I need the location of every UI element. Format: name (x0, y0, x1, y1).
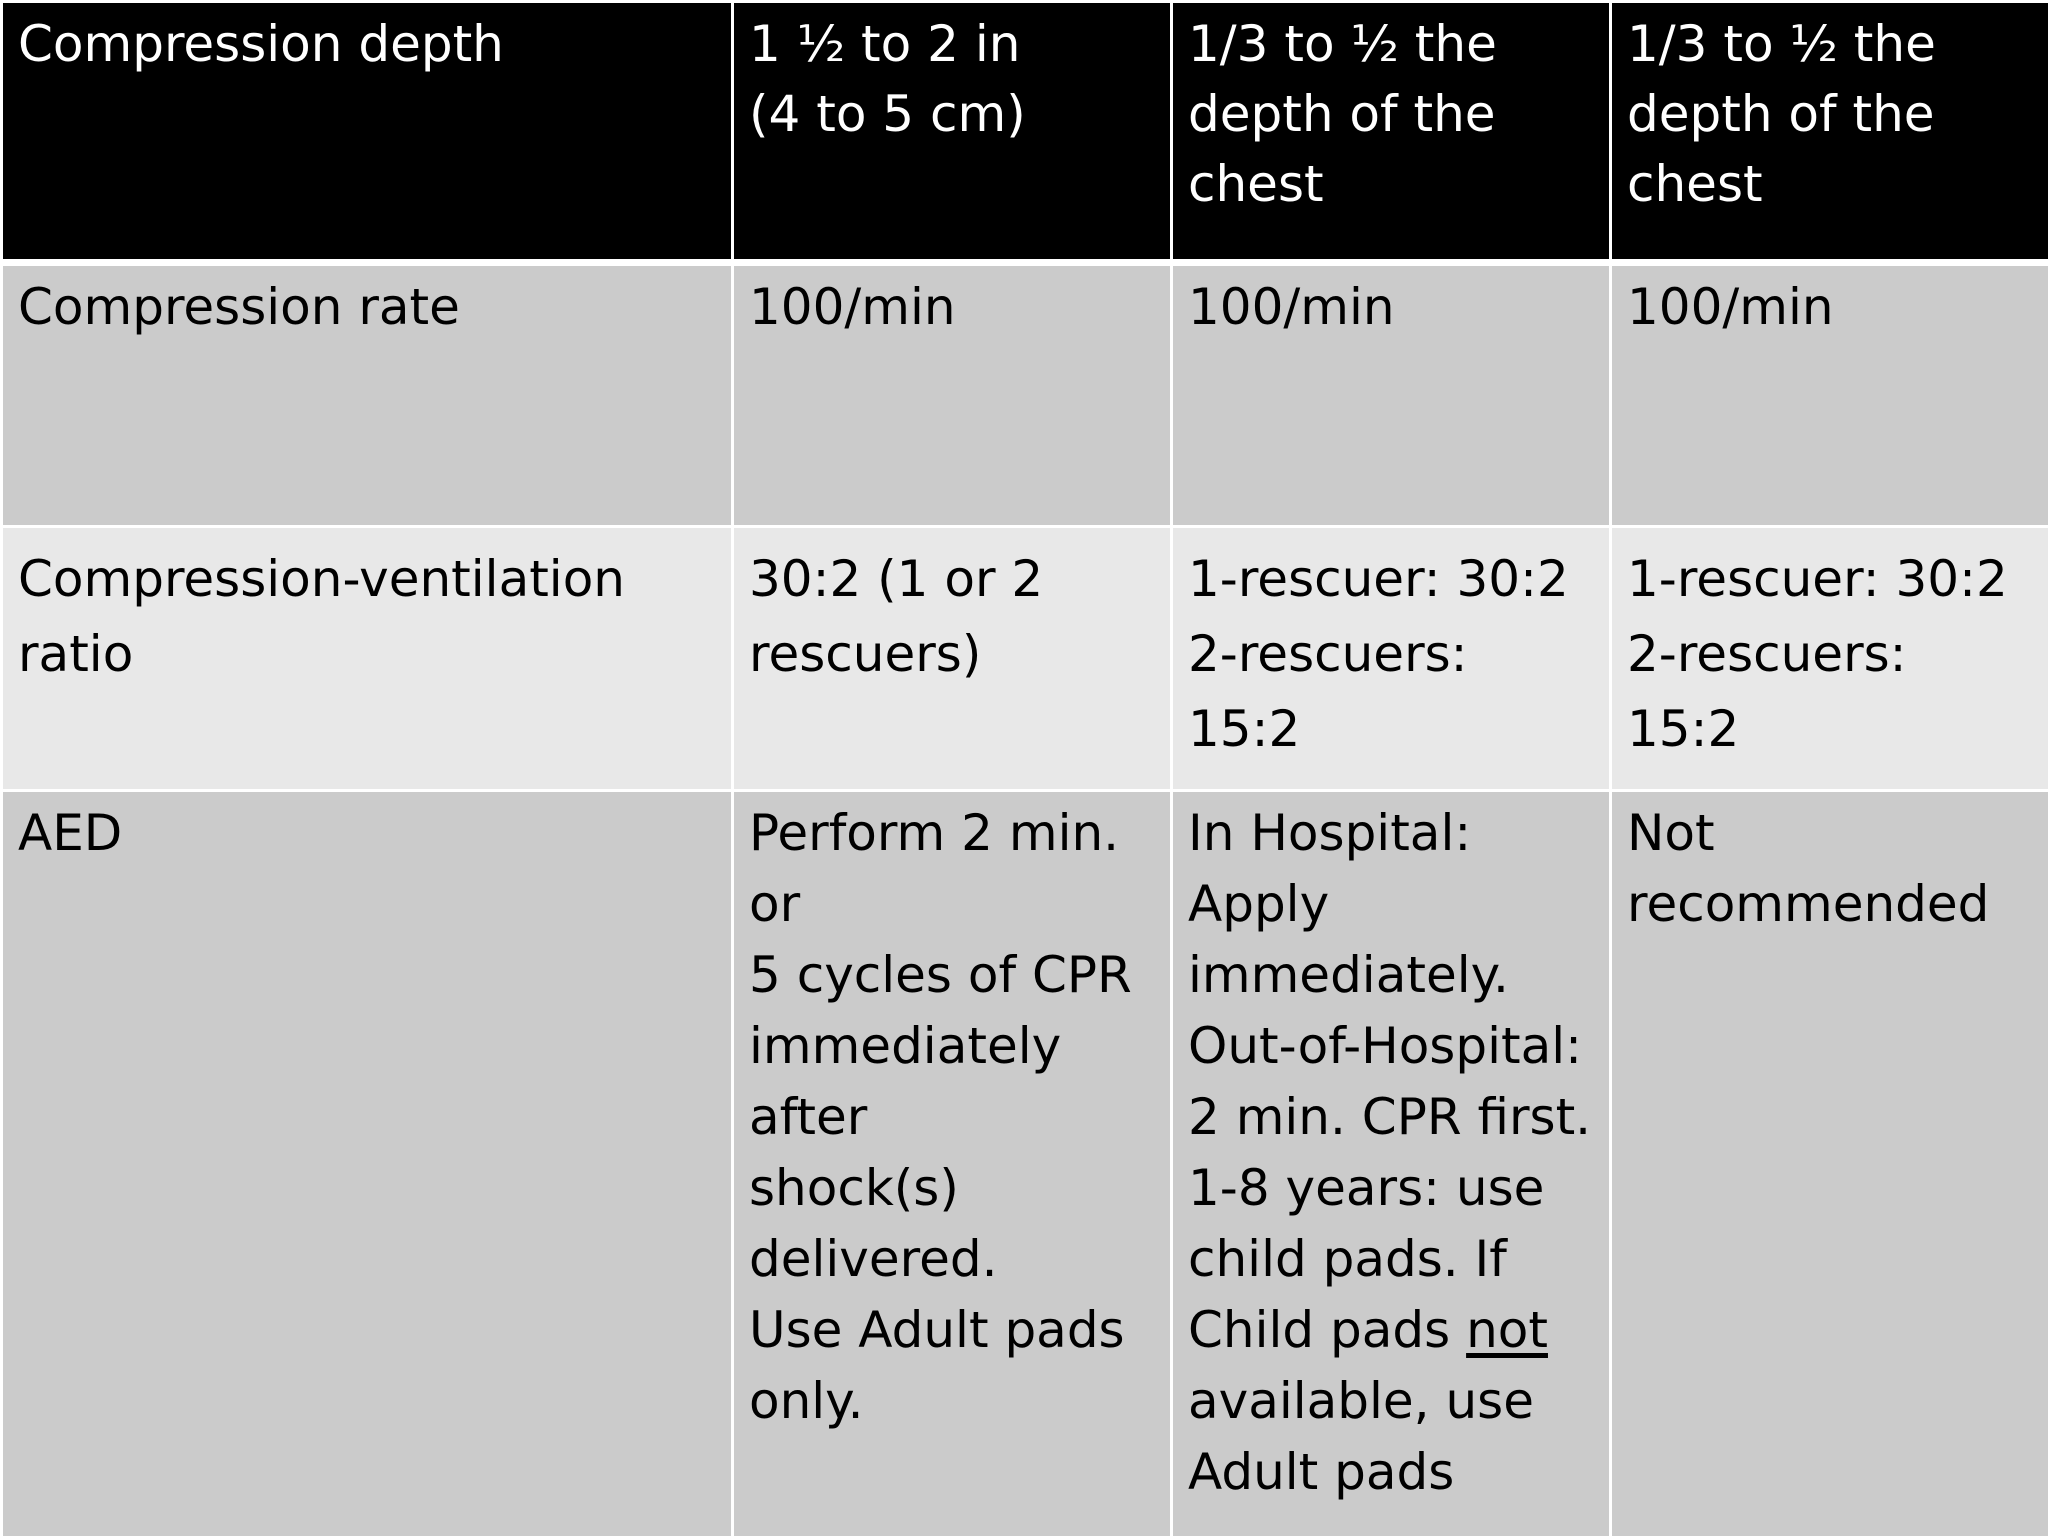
row-label-compression-depth: Compression depth (2, 2, 733, 263)
table-row-compression-depth (2, 2, 2048, 263)
cell-text-line: only. (749, 1372, 864, 1430)
cell-text-line: delivered. (749, 1230, 998, 1288)
cell-text-line: chest (1627, 155, 1763, 213)
cell-rate-child: 100/min (1172, 263, 1611, 527)
cell-text-line: depth of the (1627, 85, 1935, 143)
cell-text-line: 2-rescuers: 15:2 (1627, 625, 1907, 758)
cell-text-line: chest (1188, 155, 1324, 213)
cell-text-line: 1-rescuer: 30:2 (1627, 550, 2008, 608)
cell-text-line: 1/3 to ½ the (1627, 15, 1936, 73)
cell-text-line: 2 min. CPR first. (1188, 1088, 1592, 1146)
cell-text-line: (4 to 5 cm) (749, 85, 1026, 143)
cell-text-line: immediately after (749, 1017, 1062, 1146)
cell-text-line: Adult pads (1188, 1443, 1455, 1501)
cell-aed-infant (1611, 791, 2048, 1536)
cell-ratio-adult (733, 527, 1172, 791)
cell-text-line: depth of the (1188, 85, 1496, 143)
cell-text-line: Not (1627, 804, 1715, 862)
cell-aed-adult (733, 791, 1172, 1536)
cell-aed-child (1172, 791, 1611, 1536)
cell-text-line: 30:2 (1 or 2 (749, 550, 1044, 608)
underlined-emphasis: not (1466, 1301, 1548, 1359)
cell-text-line: Perform 2 min. or (749, 804, 1120, 933)
cell-rate-adult: 100/min (733, 263, 1172, 527)
cell-text-line: Out-of-Hospital: (1188, 1017, 1582, 1075)
cell-text-segment: Child pads (1188, 1301, 1467, 1359)
row-label-compression-ventilation-ratio: Compression-ventilation ratio (2, 527, 733, 791)
cell-depth-adult (733, 2, 1172, 263)
table-row-aed (2, 791, 2048, 1536)
cell-text-line: rescuers) (749, 625, 982, 683)
cell-text-line: 1 ½ to 2 in (749, 15, 1021, 73)
cell-rate-infant: 100/min (1611, 263, 2048, 527)
cell-ratio-child (1172, 527, 1611, 791)
cell-depth-child (1172, 2, 1611, 263)
cell-text-line: 1-rescuer: 30:2 (1188, 550, 1569, 608)
cell-text-line: 5 cycles of CPR (749, 946, 1132, 1004)
cell-text-line: 1-8 years: use (1188, 1159, 1545, 1217)
cell-text-line: available, use (1188, 1372, 1534, 1430)
cell-text-line: recommended (1627, 875, 1990, 933)
cell-text-line: child pads. If (1188, 1230, 1507, 1288)
row-label-compression-rate: Compression rate (2, 263, 733, 527)
cell-text-line: 2-rescuers: 15:2 (1188, 625, 1468, 758)
table-row-compression-rate (2, 263, 2048, 527)
cell-text-line: immediately. (1188, 946, 1509, 1004)
cell-text-line (1188, 1295, 1595, 1366)
row-label-aed: AED (2, 791, 733, 1536)
cell-text-line: shock(s) (749, 1159, 959, 1217)
table-row-compression-ventilation-ratio (2, 527, 2048, 791)
cell-text-line: In Hospital: Apply (1188, 804, 1472, 933)
cell-text-line: Use Adult pads (749, 1301, 1125, 1359)
cell-ratio-infant (1611, 527, 2048, 791)
cell-text-line: 1/3 to ½ the (1188, 15, 1497, 73)
cell-depth-infant (1611, 2, 2048, 263)
